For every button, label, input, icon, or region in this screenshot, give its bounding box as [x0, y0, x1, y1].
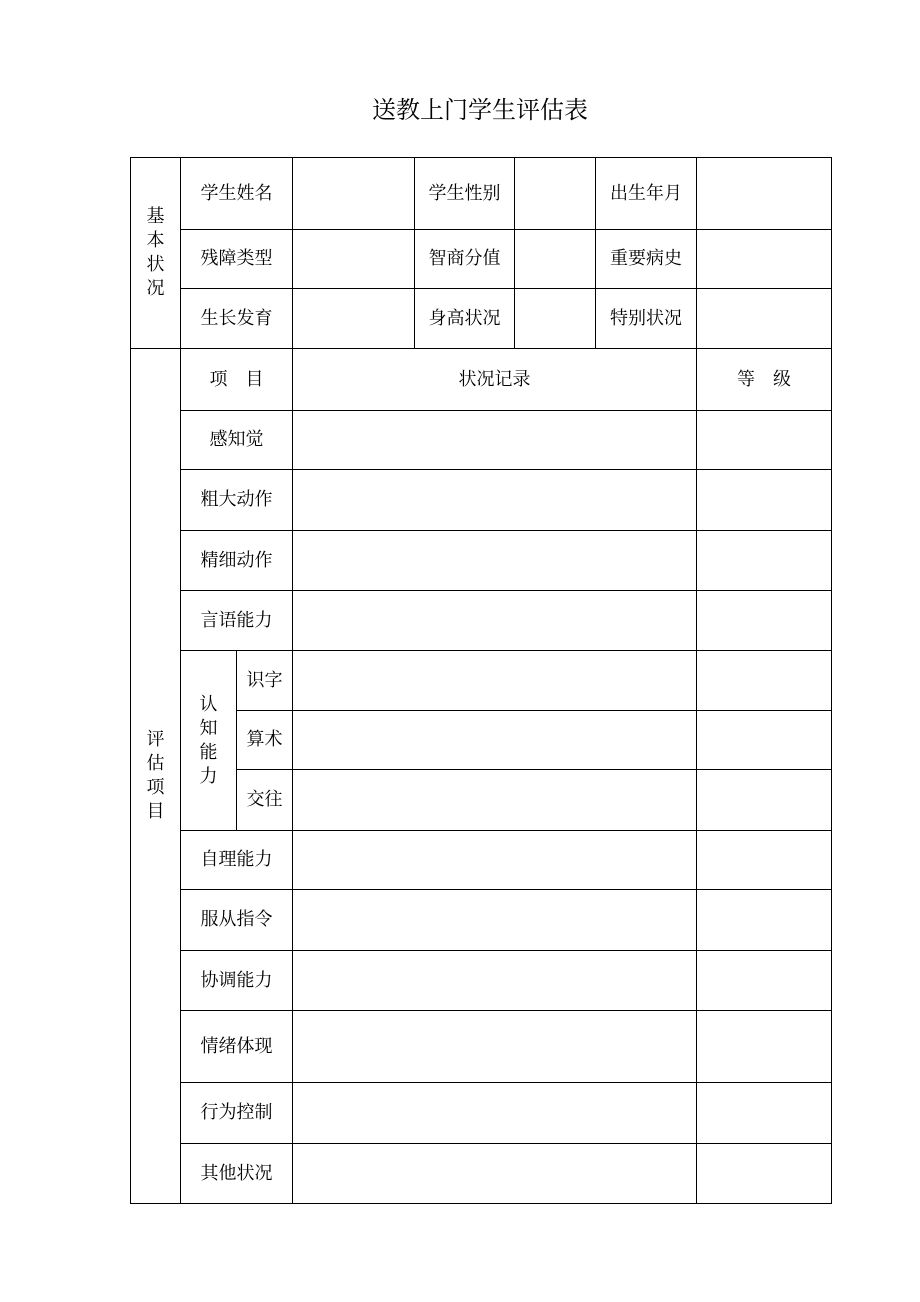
grade-cell[interactable]	[697, 770, 832, 831]
item-label: 自理能力	[181, 831, 293, 890]
record-cell[interactable]	[293, 1083, 697, 1144]
value-medical-history[interactable]	[697, 230, 832, 289]
record-cell[interactable]	[293, 831, 697, 890]
label-birth-date: 出生年月	[596, 158, 697, 230]
table-row	[131, 531, 832, 591]
label-special: 特别状况	[596, 289, 697, 349]
item-label: 服从指令	[181, 890, 293, 951]
table-row	[131, 770, 832, 831]
table-row	[131, 1083, 832, 1144]
grade-cell[interactable]	[697, 531, 832, 591]
record-cell[interactable]	[293, 1144, 697, 1204]
record-cell[interactable]	[293, 951, 697, 1011]
page-title: 送教上门学生评估表	[372, 96, 588, 124]
grade-cell[interactable]	[697, 470, 832, 531]
value-special[interactable]	[697, 289, 832, 349]
value-iq-score[interactable]	[515, 230, 596, 289]
item-label: 其他状况	[181, 1144, 293, 1204]
grade-cell[interactable]	[697, 1011, 832, 1083]
record-cell[interactable]	[293, 591, 697, 651]
table-row	[131, 651, 832, 711]
header-record: 状况记录	[293, 349, 697, 411]
item-label: 言语能力	[181, 591, 293, 651]
table-row	[131, 411, 832, 470]
basic-row	[131, 158, 832, 230]
record-cell[interactable]	[293, 770, 697, 831]
record-cell[interactable]	[293, 711, 697, 770]
header-item: 项 目	[181, 349, 293, 411]
label-medical-history: 重要病史	[596, 230, 697, 289]
grade-cell[interactable]	[697, 890, 832, 951]
grade-cell[interactable]	[697, 831, 832, 890]
table-row	[131, 711, 832, 770]
cognitive-sub-label: 交往	[237, 770, 293, 831]
item-label: 情绪体现	[181, 1011, 293, 1083]
item-label: 粗大动作	[181, 470, 293, 531]
record-cell[interactable]	[293, 470, 697, 531]
grade-cell[interactable]	[697, 651, 832, 711]
table-row	[131, 1144, 832, 1204]
table-row	[131, 890, 832, 951]
table-row	[131, 1011, 832, 1083]
assessment-form-table	[130, 157, 832, 1204]
record-cell[interactable]	[293, 651, 697, 711]
assessment-group-label: 评估项目	[131, 349, 181, 1204]
value-height[interactable]	[515, 289, 596, 349]
value-student-gender[interactable]	[515, 158, 596, 230]
record-cell[interactable]	[293, 1011, 697, 1083]
value-growth[interactable]	[293, 289, 415, 349]
header-grade: 等 级	[697, 349, 832, 411]
value-disability-type[interactable]	[293, 230, 415, 289]
record-cell[interactable]	[293, 531, 697, 591]
table-row	[131, 591, 832, 651]
table-row	[131, 470, 832, 531]
value-student-name[interactable]	[293, 158, 415, 230]
label-disability-type: 残障类型	[181, 230, 293, 289]
cognitive-sub-label: 识字	[237, 651, 293, 711]
cognitive-label: 认知能力	[181, 651, 237, 831]
record-cell[interactable]	[293, 411, 697, 470]
item-label: 行为控制	[181, 1083, 293, 1144]
grade-cell[interactable]	[697, 1144, 832, 1204]
grade-cell[interactable]	[697, 411, 832, 470]
label-student-name: 学生姓名	[181, 158, 293, 230]
item-label: 感知觉	[181, 411, 293, 470]
grade-cell[interactable]	[697, 1083, 832, 1144]
assessment-header-row	[131, 349, 832, 411]
table-row	[131, 831, 832, 890]
label-height: 身高状况	[415, 289, 515, 349]
basic-row	[131, 230, 832, 289]
label-student-gender: 学生性别	[415, 158, 515, 230]
grade-cell[interactable]	[697, 711, 832, 770]
basic-row	[131, 289, 832, 349]
table-row	[131, 951, 832, 1011]
item-label: 精细动作	[181, 531, 293, 591]
label-growth: 生长发育	[181, 289, 293, 349]
record-cell[interactable]	[293, 890, 697, 951]
value-birth-date[interactable]	[697, 158, 832, 230]
grade-cell[interactable]	[697, 951, 832, 1011]
cognitive-sub-label: 算术	[237, 711, 293, 770]
grade-cell[interactable]	[697, 591, 832, 651]
item-label: 协调能力	[181, 951, 293, 1011]
basic-group-label: 基本状况	[131, 158, 181, 349]
label-iq-score: 智商分值	[415, 230, 515, 289]
